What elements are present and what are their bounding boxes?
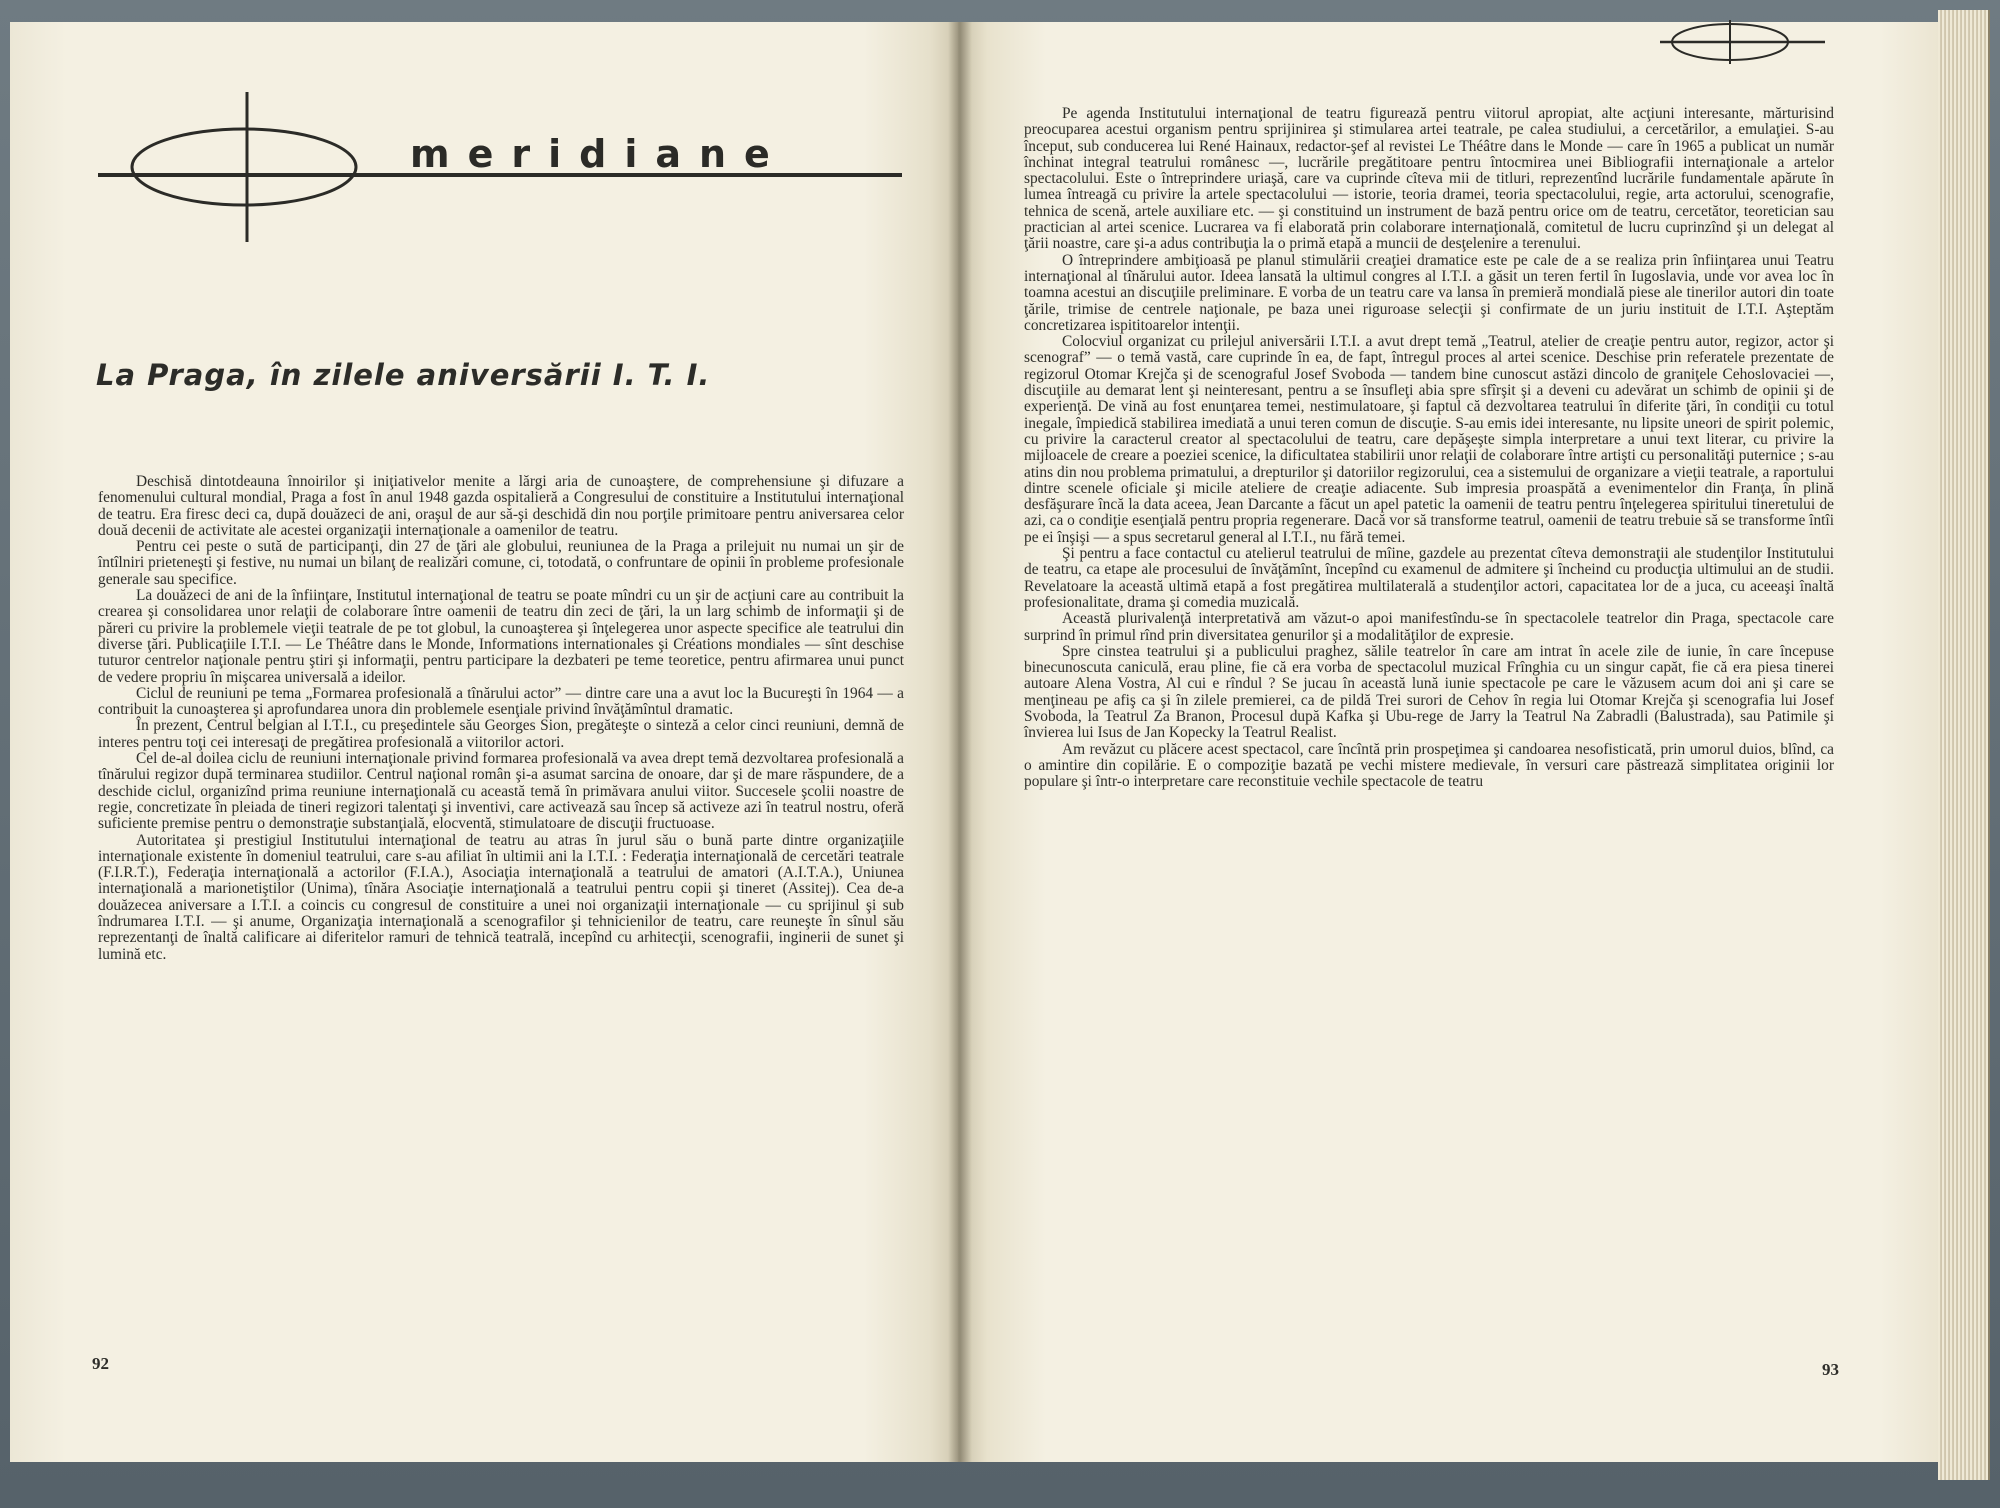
right-column-text <box>1024 106 1834 790</box>
paragraph: În prezent, Centrul belgian al I.T.I., cu preşedintele său Georges Sion, pregăteşte o sinteză a celor cinci reuniuni, demnă de interes pentru toţi cei interesaţi de pregătirea profesională a viitorilor actori. <box>98 717 904 751</box>
article-title: La Praga, în zilele aniversării I. T. I. <box>96 358 711 392</box>
paragraph: Am revăzut cu plăcere acest spectacol, care încîntă prin prospeţimea şi candoarea nesofisticată, prin umorul duios, blînd, ca o amintire din copilărie. E o compoziţie bazată pe vechi mistere medievale, în versuri care păstrează simplitatea originii lor populare şi într-o interpretare care reconstituie vechile spectacole de teatru <box>1024 740 1834 791</box>
paragraph: Colocviul organizat cu prilejul aniversării I.T.I. a avut drept temă „Teatrul, atelier de creaţie pentru autor, regizor, actor şi scenograf” — o temă vastă, care cuprinde în ea, de fapt, întregul proces al artei scenice. Deschise prin referatele prezentate de regizorul Otomar Krejča şi de scenograful Josef Svoboda — tandem bine cunoscut astăzi dincolo de graniţele Cehoslovaciei —, discuţiile au demarat lent şi neinteresant, pentru a se însufleţi abia spre sfîrşit şi a deveni cu adevărat un schimb de opinii şi de experienţă. De vină au fost enunţarea temei, nestimulatoare, şi faptul că dezvoltarea teatrului în diferite ţări, în condiţii cu totul inegale, împiedică stabilirea imediată a unui teren comun de discuţie. S-au emis idei interesante, nu lipsite uneori de spirit polemic, cu privire la caracterul creator al spectacolului de teatru, care depăşeşte simpla interpretare a unui text literar, cu privire la mijloacele de creare a poeziei scenice, la dificultatea stabilirii unor relaţii de colaborare între artişti cu personalităţi puternice ; s-au atins din nou problema primatului, a drepturilor şi datoriilor regizorului, cea a sistemului de organizare a vieţii teatrale, a raportului dintre scenele oficiale şi micile ateliere de creaţie adiacente. Sub impresia proaspătă a evenimentelor din Franţa, în plină desfăşurare încă la data aceea, Jean Darcante a făcut un apel patetic la oamenii de teatru pentru înţelegerea spiritului tineretului de azi, ca o condiţie esenţială pentru propria regenerare. Dacă vor să transforme teatrul, oamenii de teatru trebuie să se transforme întîi pe ei înşişi — a spus secretarul general al I.T.I., nu fără temei. <box>1024 333 1834 546</box>
book-gutter <box>948 22 972 1462</box>
paragraph: Ciclul de reuniuni pe tema „Formarea profesională a tînărului actor” — dintre care una a avut loc la Bucureşti în 1964 — a contribuit la cunoaşterea şi aprofundarea unora din problemele esenţiale privind învăţămîntul dramatic. <box>98 684 904 719</box>
page-number-right: 93 <box>1822 1360 1839 1379</box>
paragraph: Deschisă dintotdeauna înnoirilor şi iniţiativelor menite a lărgi aria de cunoaştere, de comprehensiune şi difuzare a fenomenului cultural mondial, Praga a fost în anul 1948 gazda ospitalieră a Congresului de constituire a Institutului internaţional de teatru. Era firesc deci ca, după douăzeci de ani, oraşul de aur să-şi deschidă din nou porţile primitoare pentru aniversarea celor două decenii de activitate ale acestei organizaţii internaţionale a oamenilor de teatru. <box>98 473 904 539</box>
paragraph: O întreprindere ambiţioasă pe planul stimulării creaţiei dramatice este pe cale de a se realiza prin înfiinţarea unui Teatru internaţional al tînărului autor. Ideea lansată la ultimul congres al I.T.I. a găsit un teren fertil în Iugoslavia, unde vor avea loc în toamna acestui an discuţiile preliminare. E vorba de un teatru care va lansa în premieră mondială piese ale tinerilor autori din toate ţările, trimise de centrele naţionale, pe baza unei riguroase selecţii şi confirmate de un juriu instituit de I.T.I. Aşteptăm concretizarea ispititoarelor intenţii. <box>1024 251 1834 334</box>
page-edges <box>1938 10 1990 1480</box>
page-number-left: 92 <box>92 1354 109 1373</box>
section-header <box>92 92 912 242</box>
paragraph: Pe agenda Institutului internaţional de teatru figurează pentru viitorul apropiat, alte acţiuni interesante, mărturisind preocuparea acestui organism pentru sprijinirea şi stimularea artei teatrale, pe calea studiului, a cercetărilor, a emulaţiei. S-au început, sub conducerea lui René Hainaux, redactor-şef al revistei Le Théâtre dans le Monde — care în 1965 a publicat un număr închinat integral teatrului românesc —, lucrările pregătitoare pentru întocmirea unei Bibliografii internaţionale a artelor spectacolului. Este o întreprindere uriaşă, care va cuprinde cîteva mii de titluri, reprezentînd lucrările fundamentale apărute în lumea întreagă cu privire la artele spectacolului — istorie, teoria dramei, teoria spectacolului, regie, arta actorului, scenografie, tehnica de scenă, artele auxiliare etc. — şi constituind un instrument de bază pentru orice om de teatru, cercetător, teoretician sau practician al artei scenice. Lucrarea va fi elaborată prin colaborare internaţională, comitetul de lucru cuprinzînd şi un delegat al ţării noastre, care şi-a adus contribuţia la o primă etapă a muncii de desţelenire a terenului. <box>1024 105 1834 253</box>
paragraph: Spre cinstea teatrului şi a publicului praghez, sălile teatrelor în care am intrat în acele zile de iunie, în care începuse binecunoscuta caniculă, erau pline, fie că era vorba de spectacolul muzical Frînghia cu un singur capăt, fie că era piesa tinerei autoare Alena Vostra, Al cui e rîndul ? Se jucau în această lună iunie spectacole pe care le văzusem acum doi ani şi care se menţineau pe afiş ca şi în zilele premierei, ca de pildă Trei surori de Cehov în regia lui Otomar Krejča şi scenografia lui Josef Svoboda, la Teatrul Za Branon, Procesul după Kafka şi Ubu-rege de Jarry la Teatrul Na Zabradli (Balustrada), sau Patimile şi învierea lui Isus de Jan Kopecky la Teatrul Realist. <box>1024 642 1834 742</box>
paragraph: Şi pentru a face contactul cu atelierul teatrului de mîine, gazdele au prezentat cîteva demonstraţii ale studenţilor Institutului de teatru, ca etape ale procesului de învăţămînt, începînd cu examenul de admitere şi încheind cu producţia ultimului an de studii. Revelatoare la această ultimă etapă a fost pregătirea multilaterală a studenţilor actori, capacitatea lor de a juca, cu aceeaşi înaltă profesionalitate, drama şi comedia muzicală. <box>1024 545 1834 611</box>
paragraph: Autoritatea şi prestigiul Institutului internaţional de teatru au atras în jurul său o bună parte dintre organizaţiile internaţionale existente în domeniul teatrului, care s-au afiliat în ultimii ani la I.T.I. : Federaţia internaţională de cercetări teatrale (F.I.R.T.), Federaţia internaţională a actorilor (F.I.A.), Asociaţia internaţională a teatrului de amatori (A.I.T.A.), Uniunea internaţională a marionetiştilor (Unima), tînăra Asociaţie internaţională a teatrului pentru copii şi tineret (Assitej). Cea de-a douăzecea aniversare a I.T.I. a coincis cu congresul de constituire a unei noi organizaţii internaţionale — cu sprijinul şi sub îndrumarea I.T.I. — şi anume, Organizaţia internaţională a scenografilor şi tehnicienilor de teatru, care reuneşte în sînul său reprezentanţi de înaltă calificare ai diferitelor ramuri de tehnică teatrală, incepînd cu arhitecţii, scenografii, inginerii de sunet şi lumină etc. <box>98 831 904 963</box>
paragraph: Pentru cei peste o sută de participanţi, din 27 de ţări ale globului, reuniunea de la Praga a prilejuit nu numai un şir de întîlniri prieteneşti şi festive, nu numai un bilanţ de realizări comune, ci, totodată, o confruntare de opinii în probleme profesionale generale sau specifice. <box>98 538 904 588</box>
left-column-text <box>98 474 904 963</box>
paragraph: Cel de-al doilea ciclu de reuniuni internaţionale privind formarea profesională va avea drept temă dezvoltarea profesională a tînărului regizor după terminarea studiilor. Centrul naţional român şi-a asumat sarcina de onoare, dar şi de mare răspundere, de a deschide ciclul, organizînd prima reuniune internaţională cu această temă în primăvara anului viitor. Succesele şcolii noastre de regie, concretizate în pleiada de tineri regizori talentaţi şi inventivi, care activează sau încep să activeze azi în teatrul nostru, oferă suficiente premise pentru o demonstraţie substanţială, elocventă, stimulatoare de discuţii fructuoase. <box>98 750 904 833</box>
small-globe-icon <box>1650 16 1830 66</box>
section-title: meridiane <box>410 132 788 176</box>
paragraph: La douăzeci de ani de la înfiinţare, Institutul internaţional de teatru se poate mîndri cu un şir de acţiuni care au contribuit la crearea şi consolidarea unor relaţii de colaborare între oamenii de teatru din zeci de ţări, la un larg schimb de informaţii şi de păreri cu privire la problemele vieţii teatrale de pe tot globul, la cunoaşterea şi înţelegerea unor aspecte specifice ale teatrului din diverse ţări. Publicaţiile I.T.I. — Le Théâtre dans le Monde, Informations internationales şi Créations mondiales — sînt deschise tuturor centrelor naţionale pentru ştiri şi informaţii, pentru participare la dezbateri pe teme teoretice, pentru afirmarea unui punct de vedere propriu în mişcarea universală a ideilor. <box>98 587 904 686</box>
paragraph: Această plurivalenţă interpretativă am văzut-o apoi manifestîndu-se în spectacolele teatrelor din Praga, spectacole care surprind în primul rînd prin diversitatea genurilor şi a modalităţilor de expresie. <box>1024 610 1834 644</box>
